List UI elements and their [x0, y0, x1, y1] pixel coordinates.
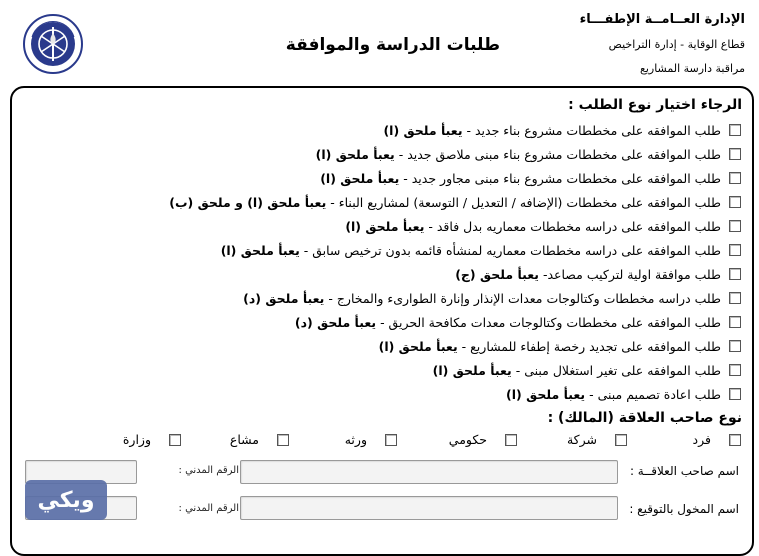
watermark-logo	[25, 480, 107, 520]
request-checkbox[interactable]	[729, 220, 741, 232]
owner-checkbox[interactable]	[169, 434, 181, 446]
org-unit: مراقبة دارسة المشاريع	[639, 62, 745, 75]
request-option[interactable]	[316, 144, 741, 164]
request-option[interactable]	[169, 192, 741, 212]
owner-option-label: حكومي	[448, 432, 487, 447]
request-option-label: طلب الموافقه على دراسه مخططات معماريه بدل فاقد - يعبأ ملحق (ا)	[345, 218, 721, 234]
fire-department-emblem-icon	[22, 13, 84, 75]
owner-name-label: اسم صاحب العلاقــة :	[629, 464, 739, 478]
owner-option-individual[interactable]	[693, 432, 741, 447]
request-option-label: طلب الموافقه على تغير استغلال مبنى - يعبأ ملحق (ا)	[432, 362, 721, 378]
request-option[interactable]	[379, 336, 741, 356]
request-checkbox[interactable]	[729, 244, 741, 256]
request-option[interactable]	[506, 384, 741, 404]
owner-option-label: وزارة	[122, 432, 151, 447]
request-option-label: طلب الموافقه على مخططات مشروع بناء مبنى ملاصق جديد - يعبأ ملحق (ا)	[315, 146, 721, 162]
request-checkbox[interactable]	[729, 340, 741, 352]
request-option-label: طلب الموافقه على مخططات مشروع بناء مبنى مجاور جديد - يعبأ ملحق (ا)	[320, 170, 721, 186]
request-option[interactable]	[295, 312, 741, 332]
owner-option-label: ورثه	[344, 432, 367, 447]
owner-checkbox[interactable]	[615, 434, 627, 446]
request-option-label: طلب الموافقه على مخططات مشروع بناء جديد - يعبأ ملحق (ا)	[383, 122, 721, 138]
request-option[interactable]	[243, 288, 741, 308]
owner-checkbox[interactable]	[385, 434, 397, 446]
request-checkbox[interactable]	[729, 148, 741, 160]
org-name: الإدارة العــامــة الإطفـــاء	[579, 12, 745, 27]
owner-option-heirs[interactable]	[345, 432, 397, 447]
request-checkbox[interactable]	[729, 292, 741, 304]
owner-name-field[interactable]	[240, 460, 618, 484]
watermark-text: ويكي	[37, 487, 95, 513]
request-checkbox[interactable]	[729, 124, 741, 136]
owner-option-label: فرد	[692, 432, 711, 447]
owner-option-common[interactable]	[230, 432, 289, 447]
owner-checkbox[interactable]	[729, 434, 741, 446]
request-option[interactable]	[345, 216, 741, 236]
request-checkbox[interactable]	[729, 388, 741, 400]
request-option[interactable]	[455, 264, 741, 284]
request-checkbox[interactable]	[729, 268, 741, 280]
org-sector: قطاع الوقاية - إدارة التراخيص	[608, 38, 745, 51]
request-type-heading: الرجاء اختيار نوع الطلب :	[568, 97, 742, 113]
owner-option-ministry[interactable]	[123, 432, 181, 447]
request-option-label: طلب الموافقه على مخططات (الإضافه / التعديل / التوسعة) لمشاريع البناء - يعبأ ملحق (ا) و ملحق (ب)	[169, 194, 721, 210]
owner-option-government[interactable]	[449, 432, 517, 447]
request-checkbox[interactable]	[729, 364, 741, 376]
owner-option-company[interactable]	[567, 432, 627, 447]
owner-option-label: شركة	[566, 432, 597, 447]
civil-id-label: الرقم المدني :	[178, 465, 239, 476]
owner-type-heading: نوع صاحب العلاقة (المالك) :	[547, 410, 742, 426]
page-title: طلبات الدراسة والموافقة	[285, 35, 500, 55]
request-option[interactable]	[433, 360, 741, 380]
signatory-name-field[interactable]	[240, 496, 618, 520]
request-checkbox[interactable]	[729, 172, 741, 184]
request-checkbox[interactable]	[729, 196, 741, 208]
signatory-label: اسم المخول بالتوقيع :	[629, 502, 739, 516]
owner-option-label: مشاع	[229, 432, 259, 447]
request-option-label: طلب اعادة تصميم مبنى - يعبأ ملحق (ا)	[506, 386, 721, 402]
request-checkbox[interactable]	[729, 316, 741, 328]
owner-checkbox[interactable]	[277, 434, 289, 446]
request-option-label: طلب موافقة اولية لتركيب مصاعد- يعبأ ملحق (ج)	[455, 266, 721, 282]
request-option-label: طلب دراسه مخططات وكتالوجات معدات الإنذار وإنارة الطوارىء والمخارج - يعبأ ملحق (د)	[243, 290, 721, 306]
signatory-civil-id-label: الرقم المدني :	[178, 503, 239, 514]
request-option-label: طلب الموافقه على تجديد رخصة إطفاء للمشاريع - يعبأ ملحق (ا)	[378, 338, 721, 354]
request-option[interactable]	[320, 168, 741, 188]
owner-checkbox[interactable]	[505, 434, 517, 446]
request-option[interactable]	[221, 240, 741, 260]
request-option[interactable]	[383, 120, 741, 140]
request-option-label: طلب الموافقه على مخططات وكتالوجات معدات مكافحة الحريق - يعبأ ملحق (د)	[294, 314, 721, 330]
request-option-label: طلب الموافقه على دراسه مخططات معماريه لمنشأه قائمه بدون ترخيص سابق - يعبأ ملحق (ا)	[220, 242, 721, 258]
